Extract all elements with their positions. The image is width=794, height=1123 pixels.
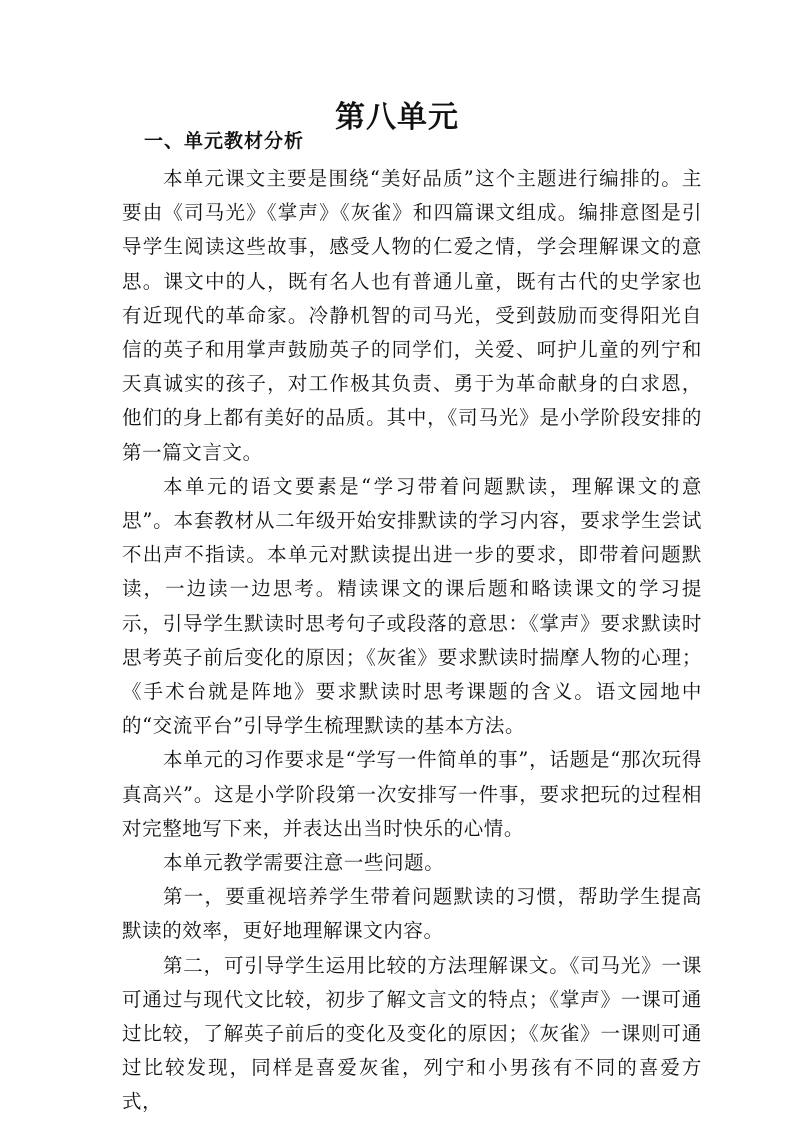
section-heading: 一、单元教材分析: [144, 130, 305, 152]
paragraph-writing-requirement: 本单元的习作要求是“学写一件简单的事”，话题是“那次玩得真高兴”。这是小学阶段第一次安排写一件事，要求把玩的过程相对完整地写下来，并表达出当时快乐的心情。: [122, 748, 702, 840]
paragraph-teaching-notes-intro: 本单元教学需要注意一些问题。: [162, 851, 445, 875]
paragraph-point-one: 第一，要重视培养学生带着问题默读的习惯，帮助学生提高默读的效率，更好地理解课文内容。: [122, 885, 702, 943]
paragraph-theme: 本单元课文主要是围绕“美好品质”这个主题进行编排的。主要由《司马光》《掌声》《灰雀》和四篇课文组成。编排意图是引导学生阅读这些故事，感受人物的仁爱之情，学会理解课文的意思。课文中的人，既有名人也有普通儿童，既有古代的史学家也有近现代的革命家。冷静机智的司马光，受到鼓励而变得阳光自信的英子和用掌声鼓励英子的同学们，关爱、呵护儿童的列宁和天真诚实的孩子，对工作极其负责、勇于为革命献身的白求恩，他们的身上都有美好的品质。其中，《司马光》是小学阶段安排的第一篇文言文。: [122, 167, 702, 464]
document-body: [122, 128, 702, 1120]
paragraph-point-two: 第二，可引导学生运用比较的方法理解课文。《司马光》一课可通过与现代文比较，初步了解文言文的特点；《掌声》一课可通过比较，了解英子前后的变化及变化的原因；《灰雀》一课则可通过比较发现，同样是喜爱灰雀，列宁和小男孩有不同的喜爱方式，: [122, 953, 702, 1114]
page-title: 第八单元: [335, 100, 459, 136]
paragraph-language-element: 本单元的语文要素是“学习带着问题默读，理解课文的意思”。本套教材从二年级开始安排默读的学习内容，要求学生尝试不出声不指读。本单元对默读提出进一步的要求，即带着问题默读，一边读一边思考。精读课文的课后题和略读课文的学习提示，引导学生默读时思考句子或段落的意思：《掌声》要求默读时思考英子前后变化的原因；《灰雀》要求默读时揣摩人物的心理；《手术台就是阵地》要求默读时思考课题的含义。语文园地中的“交流平台”引导学生梳理默读的基本方法。: [122, 474, 702, 738]
